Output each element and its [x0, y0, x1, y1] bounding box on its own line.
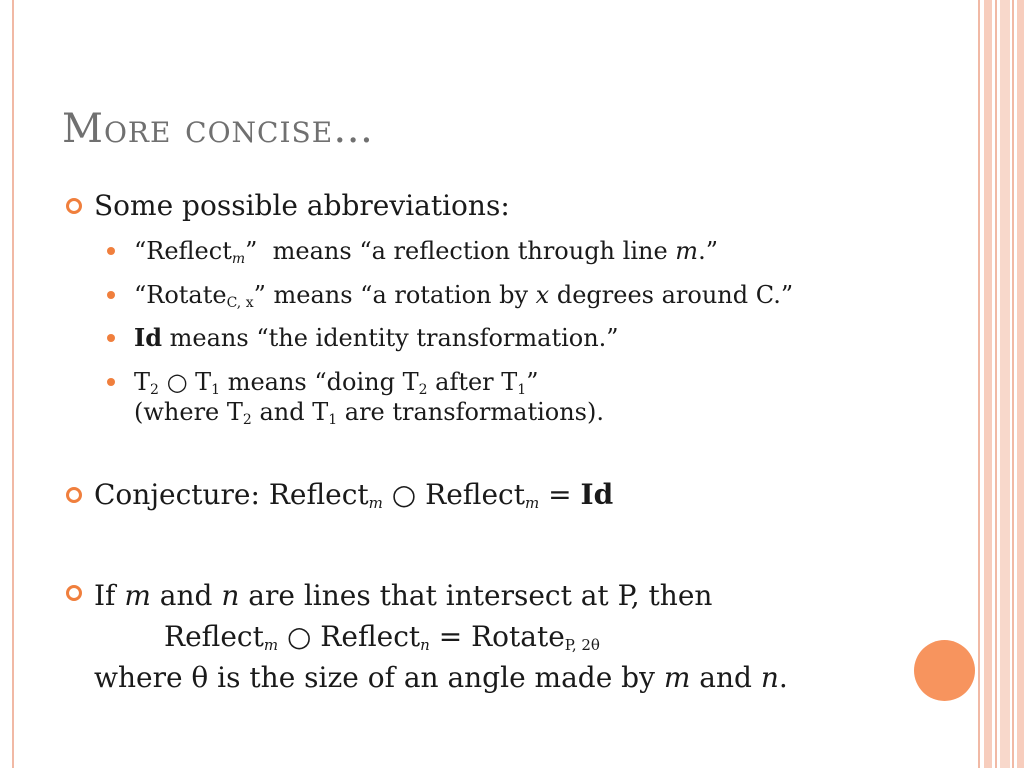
text-part: are lines that intersect at P, then: [239, 579, 713, 612]
text-part: =: [539, 478, 581, 511]
text-part: (where T: [134, 398, 243, 426]
var-n: n: [221, 579, 240, 612]
subscript-m: m: [231, 251, 246, 267]
decorative-stripe: [995, 0, 997, 768]
decorative-stripe: [984, 0, 992, 768]
text-part: “Reflect: [134, 237, 232, 265]
dot-bullet-icon: [107, 334, 115, 342]
var-m: m: [124, 579, 151, 612]
text-part: and: [150, 579, 222, 612]
left-border-line: [12, 0, 14, 768]
text-part: and: [690, 661, 761, 694]
slide-content: [62, 188, 962, 698]
text-part: “Rotate: [134, 281, 227, 309]
text-part: are transformations).: [337, 398, 604, 426]
subscript-p-2theta: P, 2θ: [564, 636, 600, 654]
subscript: 1: [211, 382, 221, 398]
text-part: where θ is the size of an angle made by: [94, 661, 664, 694]
var-m: m: [675, 237, 699, 265]
id-bold: Id: [134, 323, 163, 352]
bullet-reflection-composition: [62, 575, 962, 698]
text-part: after T: [427, 368, 518, 396]
ring-bullet-icon: [66, 585, 82, 601]
subscript: 1: [517, 382, 527, 398]
subscript: 2: [418, 382, 428, 398]
text-part: .”: [698, 237, 718, 265]
subscript: 1: [328, 412, 338, 428]
var-n: n: [760, 661, 779, 694]
bullet-text: Some possible abbreviations:: [94, 189, 510, 222]
text-part: If: [94, 579, 125, 612]
subscript-n: n: [420, 636, 430, 654]
decorative-stripe: [1012, 0, 1014, 768]
sub-bullet-rotate: [62, 280, 962, 310]
subscript-m: m: [524, 494, 540, 512]
decorative-stripe: [1017, 0, 1024, 768]
text-part: degrees around C.”: [549, 281, 794, 309]
text-part: ”: [526, 368, 539, 396]
text-part: ○ T: [158, 368, 212, 396]
var-m: m: [663, 661, 691, 694]
text-part: ○ Reflect: [278, 620, 421, 653]
sub-bullet-composition: [62, 367, 962, 427]
text-part: ” means “a reflection through line: [245, 237, 676, 265]
dot-bullet-icon: [107, 291, 115, 299]
decorative-stripe: [1000, 0, 1010, 768]
text-part: T: [134, 368, 151, 396]
id-bold: Id: [580, 478, 614, 511]
text-part: means “doing T: [220, 368, 419, 396]
ring-bullet-icon: [66, 198, 82, 214]
sub-bullet-identity: [62, 323, 962, 353]
subscript: 2: [150, 382, 159, 398]
text-part: ” means “a rotation by: [253, 281, 536, 309]
subscript: 2: [242, 412, 252, 428]
ring-bullet-icon: [66, 487, 82, 503]
subscript-m: m: [263, 636, 279, 654]
subscript-c-x: C, x: [226, 295, 254, 311]
bullet-abbreviations: [62, 188, 962, 224]
sub-bullet-reflect: [62, 236, 962, 266]
dot-bullet-icon: [107, 247, 115, 255]
text-part: ○ Reflect: [382, 478, 525, 511]
text-part: Conjecture: Reflect: [94, 478, 369, 511]
decorative-stripe: [978, 0, 980, 768]
dot-bullet-icon: [107, 378, 115, 386]
text-part: Reflect: [164, 620, 264, 653]
text-part: = Rotate: [429, 620, 565, 653]
text-part: and T: [251, 398, 329, 426]
subscript-m: m: [368, 494, 383, 512]
bullet-conjecture: [62, 477, 962, 513]
slide-title: More concise…: [62, 106, 375, 152]
var-x: x: [535, 281, 550, 309]
text-part: .: [778, 661, 788, 694]
text-part: means “the identity transformation.”: [162, 324, 619, 352]
